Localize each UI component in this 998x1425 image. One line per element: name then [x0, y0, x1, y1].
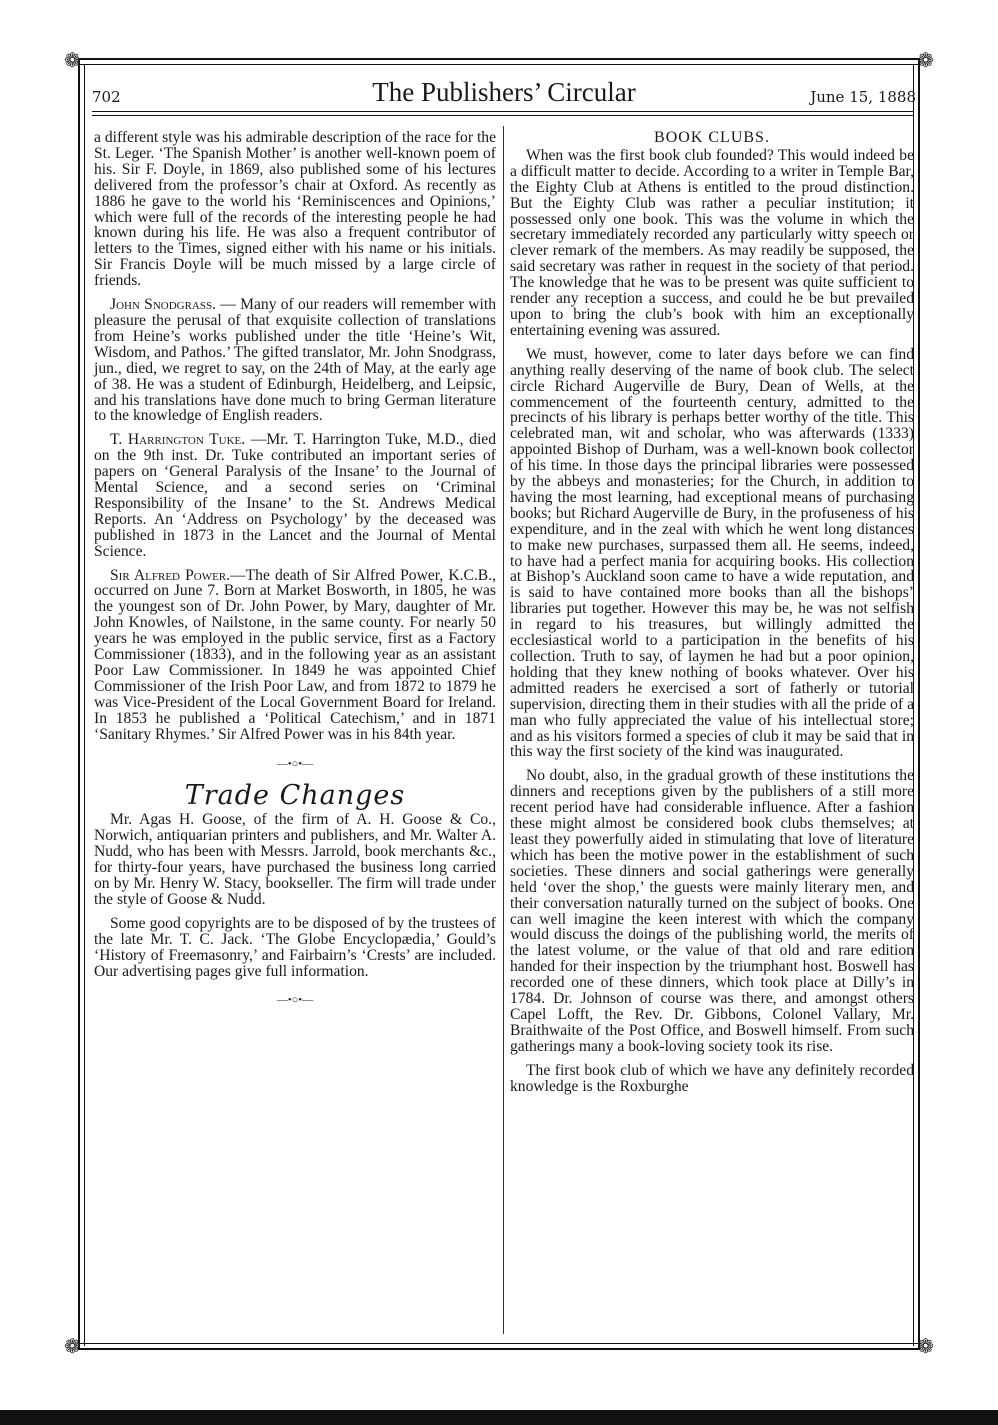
corner-ornament-top-right: ❁	[917, 48, 934, 72]
section-divider-ornament: —•○•—	[276, 757, 314, 770]
header-rule	[92, 111, 914, 112]
corner-ornament-top-left: ❁	[64, 48, 81, 72]
book-clubs-paragraph-4: The first book club of which we have any definitely recorded knowledge is the Roxburghe	[510, 1061, 914, 1095]
top-border-rule-inner	[78, 64, 920, 65]
left-border-rule	[78, 60, 80, 1350]
issue-date: June 15, 1888	[810, 88, 916, 106]
snodgrass-name: John Snodgrass.	[110, 296, 217, 314]
header-rule-lower	[92, 115, 914, 116]
book-clubs-heading: BOOK CLUBS.	[654, 129, 770, 146]
goose-nudd-paragraph: Mr. Agas H. Goose, of the firm of A. H. Goose & Co., Norwich, antiquarian printers and publishers, and Mr. Walter A. Nudd, who has been with Messrs. Jarrold, book merchants &c., for thirty-four years, have purchased the business long carried on by Mr. Henry W. Stacy, bookseller. The firm will trade under the style of Goose & Nudd.	[94, 811, 496, 908]
column-divider	[503, 126, 504, 1334]
right-column	[510, 130, 914, 1102]
book-clubs-paragraph-2: We must, however, come to later days before we can find anything really deserving of the name of book club. The select circle Richard Augerville de Bury, Dean of Wells, at the commencement of the fourteenth century, admitted to the precincts of his library is perhaps better worthy of the title. This celebrated man, wit and scholar, who was afterwards (1333) appointed Bishop of Durham, was a well-known book collector of his time. In those days the principal libraries were possessed by the abbeys and monasteries; for the Church, in addition to having the most learning, had exceptional means of purchasing books; but Richard Augerville de Bury, in the profuseness of his expenditure, and in the zeal with which he went long distances to make new purchases, surpassed them all. He seems, indeed, to have had a perfect mania for acquiring books. His collection at Bishop’s Auckland soon came to have a wide reputation, and is said to have contained more books than all the bishops’ libraries put together. However this may be, he was not selfish in regard to his treasures, but willingly admitted the ecclesiastical world to a participation in the benefits of his collection. Truth to say, of laymen he had but a poor opinion, holding that they knew nothing of books whatever. Over his admitted readers he exercised a sort of fatherly or tutorial supervision, directing them in their studies with all the pride of a man who fully appreciated the value of his intellectual store; and as his visitors formed a species of club it may be said that in this way the first society of the kind was inaugurated.	[510, 345, 914, 761]
corner-ornament-bottom-left: ❁	[64, 1334, 81, 1358]
copyrights-paragraph: Some good copyrights are to be disposed of by the trustees of the late Mr. T. C. Jack. ‘The Globe Encyclopædia,’ Gould’s ‘History of Freemasonry,’ and Fairbairn’s ‘Crests’ are included. Our advertising pages give full information.	[94, 914, 496, 980]
left-border-rule-inner	[84, 64, 85, 1346]
snodgrass-obituary	[94, 297, 496, 424]
bottom-border-rule-inner	[78, 1343, 920, 1344]
tuke-obituary	[94, 432, 496, 559]
trade-changes-heading: Trade Changes	[184, 780, 406, 812]
page-number: 702	[92, 88, 121, 106]
snodgrass-text: — Many of our readers will remember with pleasure the perusal of that exquisite collection of translations from Heine’s works published under the title ‘Heine’s Wit, Wisdom, and Pathos.’ The gifted translator, Mr. John Snodgrass, jun., died, we regret to say, on the 24th of May, at the early age of 38. He was a student of Edinburgh, Heidelberg, and Leipsic, and his translations have done much to bring German literature to the knowledge of English readers.	[94, 296, 496, 425]
power-text: —The death of Sir Alfred Power, K.C.B., occurred on June 7. Born at Market Bosworth, in 1805, he was the youngest son of Dr. John Power, by Mary, daughter of Mr. John Knowles, of Nailstone, in the same county. For nearly 50 years he was employed in the public service, first as a Factory Commissioner (1833), and in the following year as an assistant Poor Law Commissioner. In 1849 he was appointed Chief Commissioner of the Irish Poor Law, and from 1872 to 1879 he was Vice-President of the Local Government Board for Ireland. In 1853 he published a ‘Political Catechism,’ and in 1871 ‘Sanitary Rhymes.’ Sir Alfred Power was in his 84th year.	[94, 566, 496, 743]
book-clubs-paragraph-1: When was the first book club founded? This would indeed be a difficult matter to decide. According to a writer in Temple Bar, the Eighty Club at Athens is entitled to the proud distinction. But the Eighty Club was rather a peculiar institution; it possessed only one book. This was the volume in which the secretary immediately recorded any particularly witty speech or clever remark of the members. As may readily be supposed, the said secretary was rather in request in the society of that period. The knowledge that he was to be present was quite sufficient to render any reception a success, and could he be but prevailed upon to bring the club’s book with him an exceptionally entertaining evening was assured.	[510, 146, 914, 339]
book-clubs-paragraph-3: No doubt, also, in the gradual growth of these institutions the dinners and receptions given by the publishers of a still more recent period have had considerable influence. After a fashion these might almost be considered book clubs themselves; at least they powerfully aided in stimulating that love of literature which has been the motive power in the establishment of such societies. These dinners and social gatherings were generally held ‘over the shop,’ the guests were mainly literary men, and their conversation naturally turned on the subject of books. One can well imagine the keen interest with which the company would discuss the doings of the publishing world, the merits of the latest volume, or the value of that old and rare edition handed for their inspection by the triumphant host. Boswell has recorded one of these dinners, which took place at Dilly’s in 1784. Dr. Johnson of course was there, and amongst others Capel Lofft, the Rev. Dr. Gibbons, Colonel Vallary, Mr. Braithwaite of the Post Office, and Boswell himself. From such gatherings many a book-loving society took its rise.	[510, 767, 914, 1055]
doyle-obituary-continuation: a different style was his admirable description of the race for the St. Leger. ‘The Spanish Mother’ is another well-known poem of his. Sir F. Doyle, in 1869, also published some of his lectures delivered from the professor’s chair at Oxford. As recently as 1886 he gave to the world his ‘Reminiscences and Opinions,’ which were full of the records of the interesting people he had known during his life. He was also a frequent contributor of letters to the Times, signed either with his name or his initials. Sir Francis Doyle will be much missed by a large circle of friends.	[94, 129, 496, 290]
power-obituary	[94, 568, 496, 743]
right-border-rule	[918, 60, 920, 1350]
tuke-text: —Mr. T. Harrington Tuke, M.D., died on the 9th inst. Dr. Tuke contributed an important series of papers on ‘General Paralysis of the Insane’ to the Journal of Mental Science, and a second series on ‘Criminal Responsibility of the Insane’ to the St. Andrews Medical Reports. An ‘Address on Psychology’ by the deceased was published in 1873 in the Lancet and the Journal of Mental Science.	[94, 431, 496, 560]
end-divider-ornament: —•○•—	[276, 994, 314, 1007]
masthead-title: The Publishers’ Circular	[372, 77, 636, 107]
page-header	[92, 78, 916, 108]
corner-ornament-bottom-right: ❁	[917, 1334, 934, 1358]
bottom-border-rule	[78, 1348, 920, 1350]
top-border-rule	[78, 58, 920, 60]
scan-bottom-bar	[0, 1410, 998, 1425]
power-name: Sir Alfred Power.	[110, 566, 231, 584]
tuke-name: T. Harrington Tuke.	[110, 431, 246, 449]
left-column	[94, 130, 496, 1025]
